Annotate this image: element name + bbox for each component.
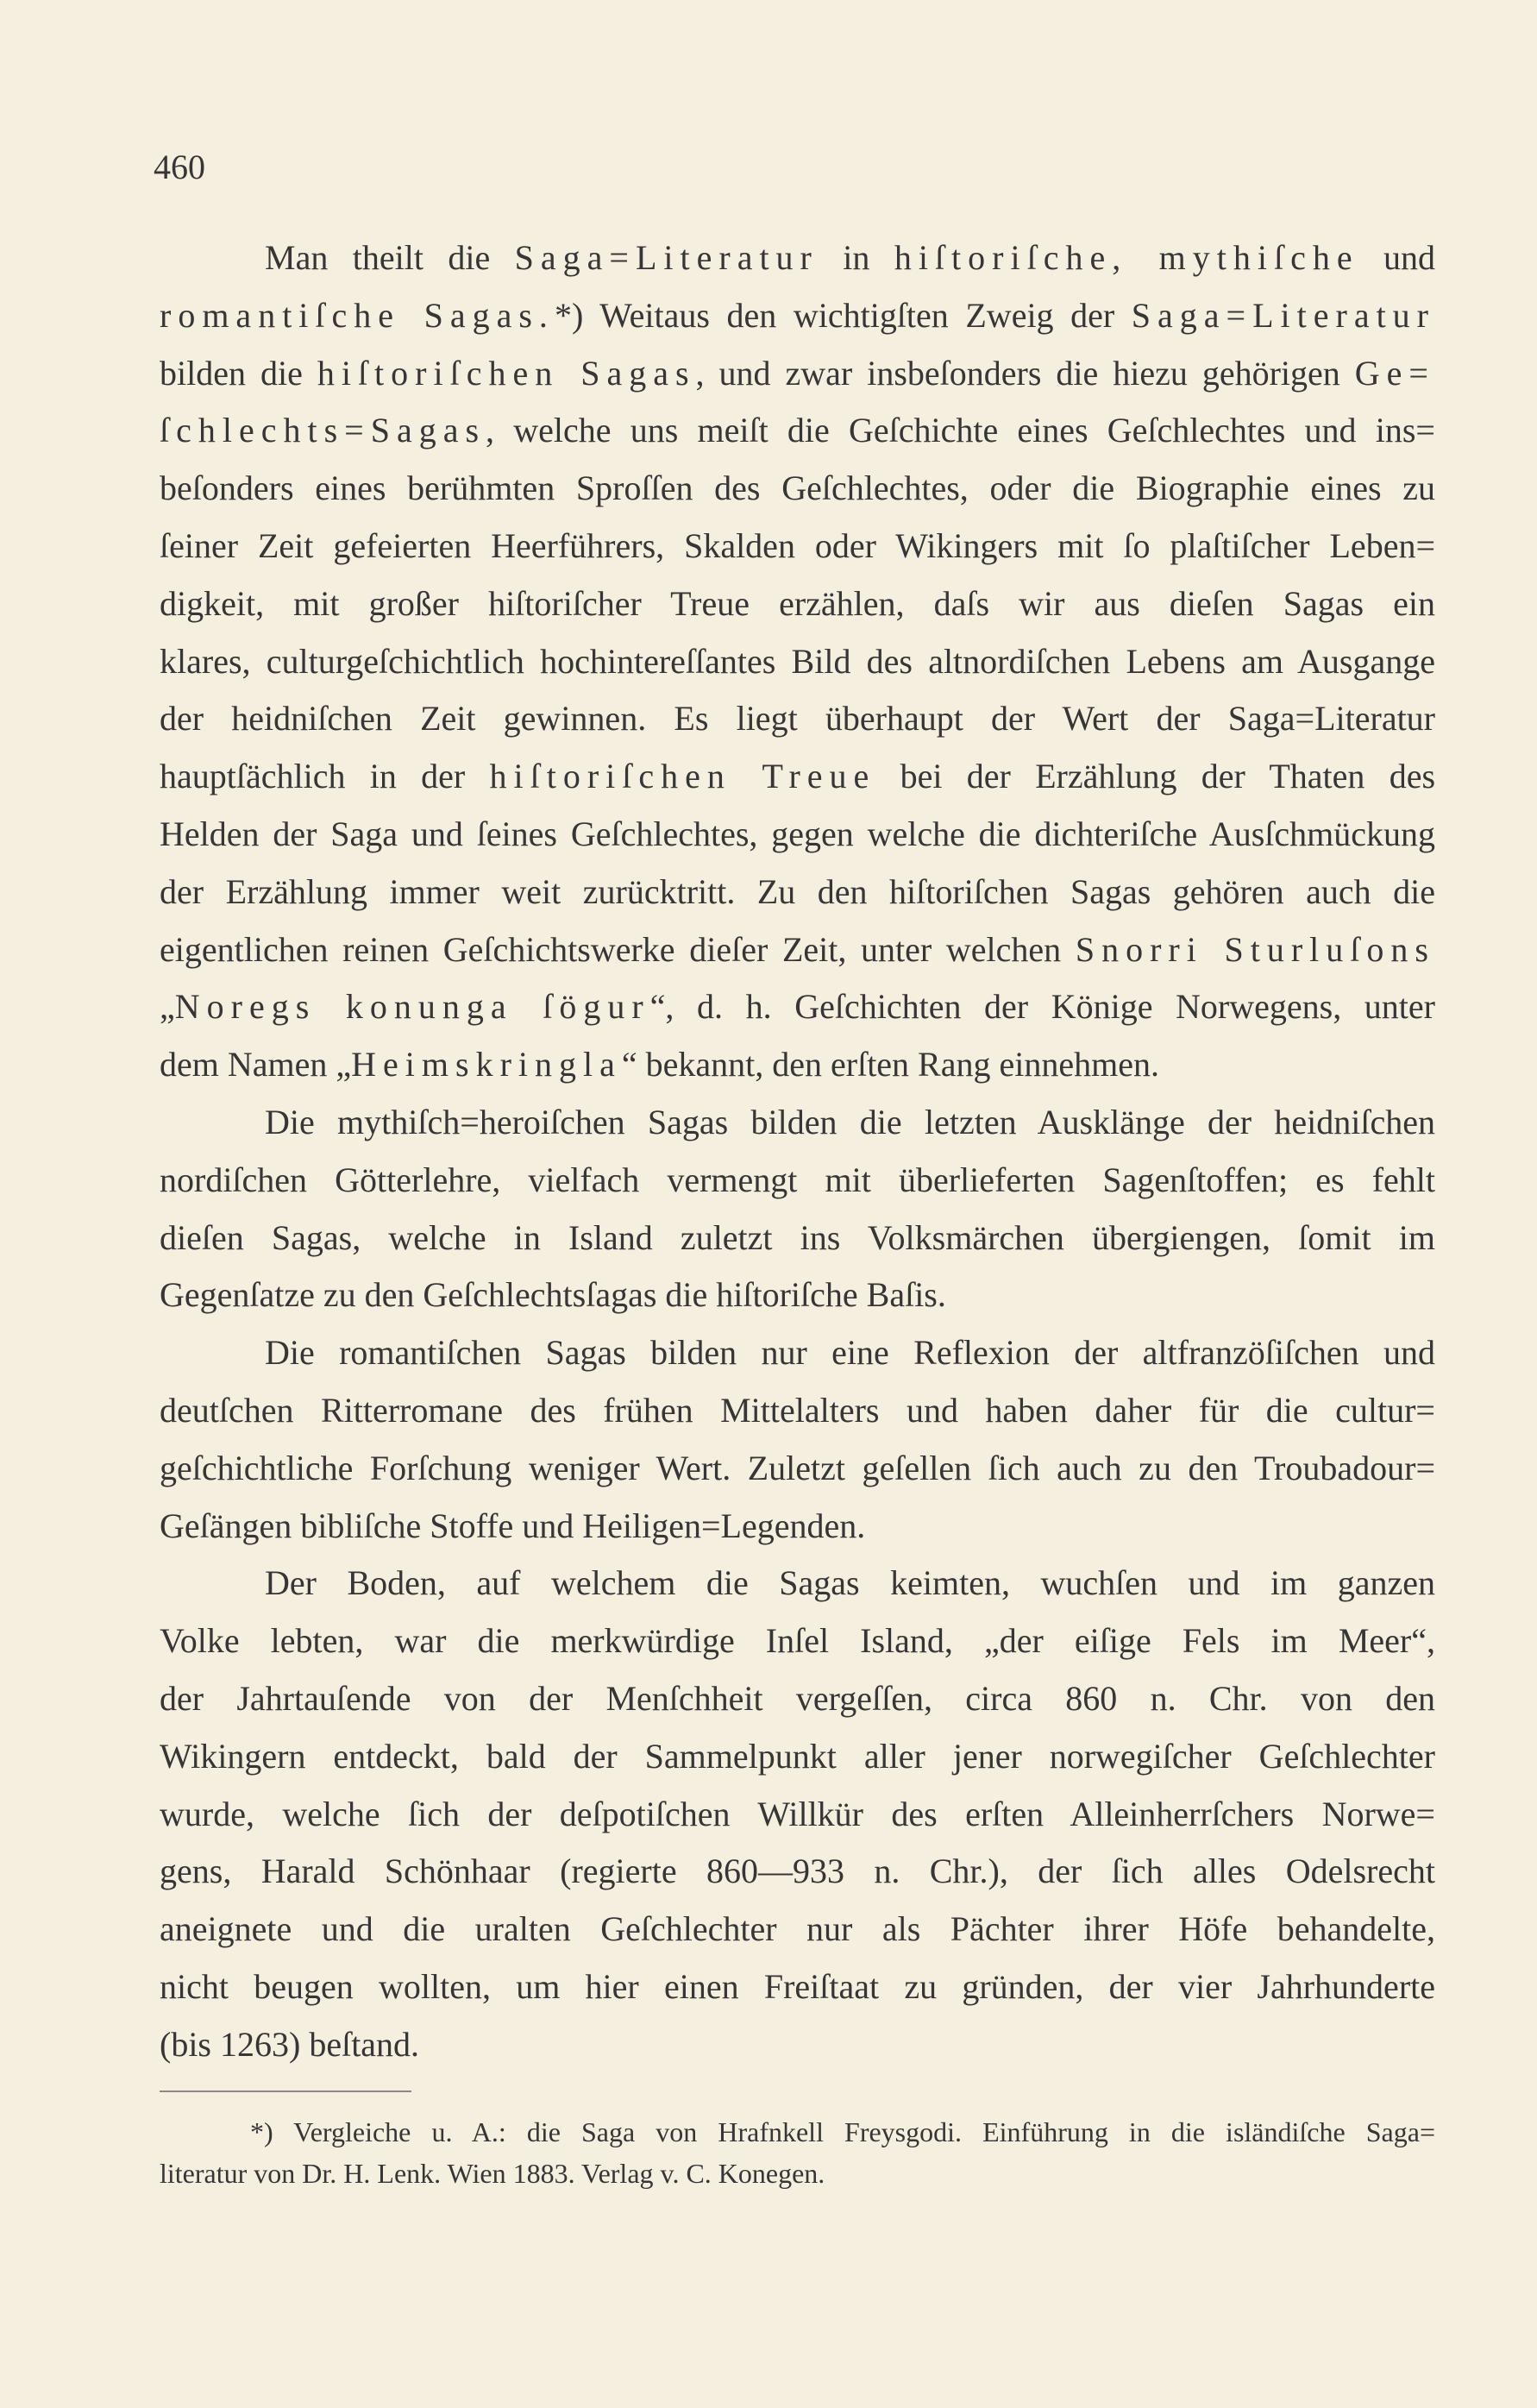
- text-line: Die romantiſchen Sagas bilden nur eine Reflexion der altfranzöſiſchen und: [265, 1333, 1435, 1373]
- text-line: deutſchen Ritterromane des frühen Mittelalters und haben daher für die cultur=: [160, 1390, 1435, 1430]
- text-span: eigentlichen reinen Geſchichtswerke dieſer Zeit, unter welchen: [160, 929, 1076, 969]
- text-line: (bis 1263) beſtand.: [160, 2024, 420, 2064]
- text-line: Volke lebten, war die merkwürdige Inſel Island, „der eiſige Fels im Meer“,: [160, 1621, 1435, 1661]
- emphasized-text: Heimskringla: [351, 1045, 622, 1085]
- emphasized-text: Saga=Literatur: [1131, 295, 1435, 335]
- text-line: nordiſchen Götterlehre, vielfach vermengt mit überlieferten Sagenſtoffen; es fehlt: [160, 1160, 1435, 1199]
- emphasized-text: Snorri Sturluſons: [1075, 929, 1435, 969]
- text-line: digkeit, mit großer hiſtoriſcher Treue erzählen, daſs wir aus dieſen Sagas ein: [160, 583, 1435, 623]
- paragraph: [160, 229, 1435, 1094]
- text-line: wurde, welche ſich der deſpotiſchen Willkür des erſten Alleinherrſchers Norwe=: [160, 1794, 1435, 1833]
- text-line: Der Boden, auf welchem die Sagas keimten, wuchſen und im ganzen: [265, 1563, 1435, 1603]
- emphasized-text: hiſtoriſchen Sagas: [317, 353, 696, 393]
- body-text: [160, 229, 1435, 2074]
- footnote-line: *) Vergleiche u. A.: die Saga von Hrafnkell Freysgodi. Einführung in die isländiſche Saga=: [250, 2116, 1435, 2147]
- text-span: “ bekannt, den erſten Rang einnehmen.: [621, 1045, 1159, 1085]
- text-span: und: [1358, 238, 1436, 277]
- text-line: der heidniſchen Zeit gewinnen. Es liegt überhaupt der Wert der Saga=Literatur: [160, 699, 1435, 739]
- text-span: bilden die: [160, 353, 317, 393]
- emphasized-text: Ge=: [1354, 353, 1435, 393]
- text-span: Man theilt die: [265, 238, 515, 277]
- emphasized-text: ſchlechts=Sagas: [160, 411, 486, 450]
- text-line: [160, 1036, 1435, 1094]
- text-line: gens, Harald Schönhaar (regierte 860—933 n. Chr.), der ſich alles Odelsrecht: [160, 1852, 1435, 1891]
- text-line: nicht beugen wollten, um hier einen Freiſtaat zu gründen, der vier Jahrhunderte: [160, 1966, 1435, 2006]
- text-line: klares, culturgeſchichtlich hochintereſſantes Bild des altnordiſchen Lebens am Ausgange: [160, 641, 1435, 681]
- text-line: [160, 921, 1435, 979]
- text-line: dieſen Sagas, welche in Island zuletzt ins Volksmärchen übergiengen, ſomit im: [160, 1217, 1435, 1257]
- text-line: aneignete und die uralten Geſchlechter nur als Pächter ihrer Höfe behandelte,: [160, 1909, 1435, 1949]
- text-span: in: [818, 238, 894, 277]
- text-span: *) Weitaus den wichtigſten Zweig der: [554, 295, 1132, 335]
- text-line: Gegenſatze zu den Geſchlechtsſagas die hiſtoriſche Baſis.: [160, 1275, 946, 1315]
- paragraph: [160, 1555, 1435, 2073]
- text-line: Wikingern entdeckt, bald der Sammelpunkt aller jener norwegiſcher Geſchlechter: [160, 1736, 1435, 1776]
- text-line: der Erzählung immer weit zurücktritt. Zu den hiſtoriſchen Sagas gehören auch die: [160, 871, 1435, 911]
- text-line: beſonders eines berühmten Sproſſen des Geſchlechtes, oder die Biographie eines zu: [160, 468, 1435, 508]
- text-span: hauptſächlich in der: [160, 757, 490, 796]
- text-line: [160, 229, 1435, 287]
- footnote: [160, 2111, 1435, 2194]
- text-line: Geſängen bibliſche Stoffe und Heiligen=Legenden.: [160, 1506, 866, 1545]
- text-line: der Jahrtauſende von der Menſchheit vergeſſen, circa 860 n. Chr. von den: [160, 1678, 1435, 1718]
- text-line: [160, 345, 1435, 403]
- text-line: [160, 978, 1435, 1036]
- text-line: Die mythiſch=heroiſchen Sagas bilden die letzten Ausklänge der heidniſchen: [265, 1102, 1435, 1141]
- emphasized-text: Saga=Literatur: [514, 238, 819, 277]
- text-line: [160, 402, 1435, 460]
- text-line: [160, 287, 1435, 345]
- text-span: bei der Erzählung der Thaten des: [875, 757, 1436, 796]
- emphasized-text: Noregs konunga ſögur: [174, 987, 650, 1027]
- paragraph: [160, 1094, 1435, 1324]
- text-span: , welche uns meiſt die Geſchichte eines Geſchlechtes und ins=: [486, 411, 1435, 450]
- text-span: „: [160, 987, 175, 1027]
- emphasized-text: hiſtoriſche, mythiſche: [894, 238, 1359, 277]
- text-line: geſchichtliche Forſchung weniger Wert. Zuletzt geſellen ſich auch zu den Troubadour=: [160, 1448, 1435, 1487]
- text-line: ſeiner Zeit gefeierten Heerführers, Skalden oder Wikingers mit ſo plaſtiſcher Leben=: [160, 525, 1435, 565]
- footnote-rule: [160, 2090, 411, 2092]
- emphasized-text: romantiſche Sagas.: [160, 295, 555, 335]
- text-span: “, d. h. Geſchichten der Könige Norwegens, unter: [649, 987, 1435, 1027]
- footnote-line: literatur von Dr. H. Lenk. Wien 1883. Verlag v. C. Konegen.: [160, 2158, 825, 2189]
- paragraph: [160, 1324, 1435, 1555]
- page-number: 460: [154, 148, 205, 186]
- text-line: [160, 748, 1435, 806]
- emphasized-text: hiſtoriſchen Treue: [489, 757, 876, 796]
- text-span: , und zwar insbeſonders die hiezu gehörigen: [695, 353, 1355, 393]
- text-line: Helden der Saga und ſeines Geſchlechtes, gegen welche die dichteriſche Ausſchmückung: [160, 814, 1435, 853]
- text-span: dem Namen „: [160, 1045, 352, 1085]
